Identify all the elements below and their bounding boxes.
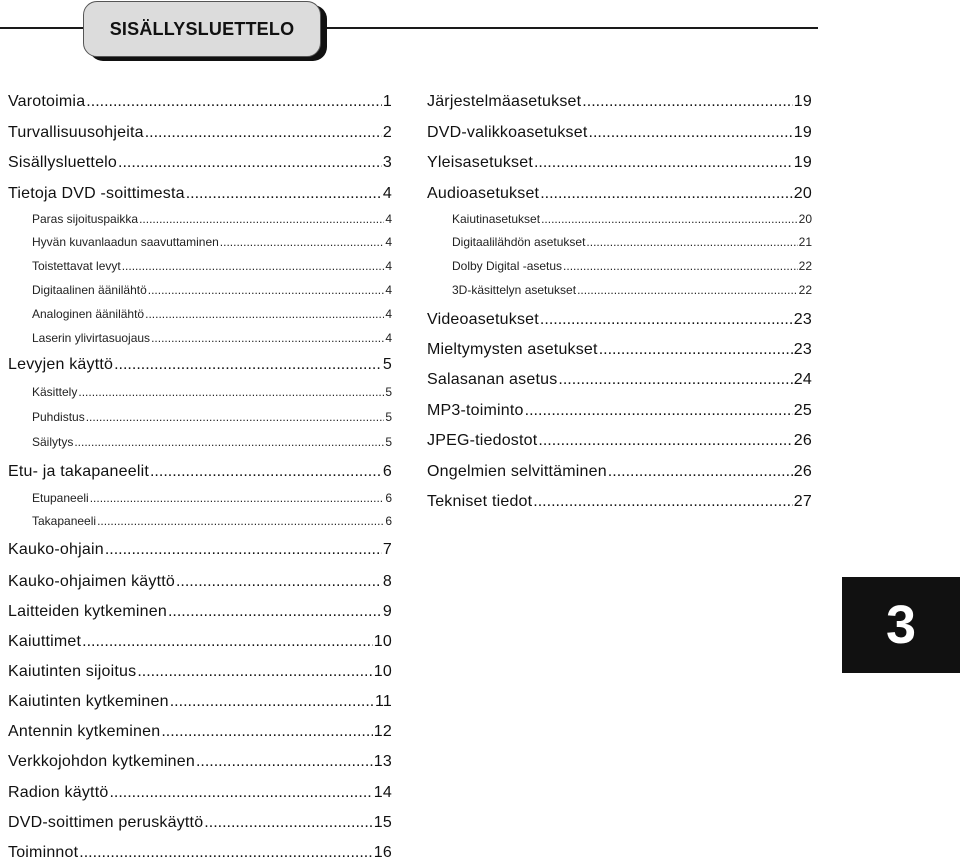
toc-leader-dots bbox=[86, 93, 382, 111]
toc-leader-dots bbox=[589, 124, 793, 142]
toc-entry-label: JPEG-tiedostot bbox=[427, 432, 538, 449]
toc-entry-label: Etu- ja takapaneelit bbox=[8, 463, 149, 480]
toc-leader-dots bbox=[150, 463, 382, 481]
toc-leader-dots bbox=[170, 693, 374, 711]
toc-entry-label: Antennin kytkeminen bbox=[8, 723, 161, 740]
toc-leader-dots bbox=[79, 844, 373, 862]
toc-entry-label: Videoasetukset bbox=[427, 311, 539, 328]
toc-entry bbox=[8, 603, 392, 621]
toc-entry bbox=[8, 331, 392, 345]
toc-entry-label: Kaiutinten kytkeminen bbox=[8, 693, 169, 710]
toc-entry-label: Säilytys bbox=[32, 435, 74, 449]
toc-entry-page: 26 bbox=[793, 463, 812, 480]
toc-entry-label: DVD-valikkoasetukset bbox=[427, 124, 588, 141]
toc-entry-label: Takapaneeli bbox=[32, 514, 97, 528]
toc-entry-page: 20 bbox=[793, 185, 812, 202]
page-title: SISÄLLYSLUETTELO bbox=[109, 18, 295, 39]
toc-entry bbox=[8, 212, 392, 226]
page-number: 3 bbox=[885, 595, 917, 655]
toc-leader-dots bbox=[168, 603, 382, 621]
toc-entry-label: Kauko-ohjaimen käyttö bbox=[8, 573, 175, 590]
toc-entry-label: Järjestelmäasetukset bbox=[427, 93, 582, 110]
toc-entry-page: 4 bbox=[385, 212, 392, 226]
toc-entry bbox=[8, 385, 392, 399]
toc-entry-page: 6 bbox=[382, 463, 392, 480]
toc-leader-dots bbox=[139, 212, 384, 226]
toc-entry bbox=[427, 432, 812, 450]
toc-entry-label: Kauko-ohjain bbox=[8, 541, 104, 558]
toc-leader-dots bbox=[145, 124, 382, 142]
toc-entry-page: 21 bbox=[798, 235, 812, 249]
toc-entry-page: 24 bbox=[793, 371, 812, 388]
toc-entry bbox=[8, 435, 392, 449]
toc-entry-page: 6 bbox=[385, 514, 392, 528]
toc-leader-dots bbox=[78, 385, 384, 399]
toc-leader-dots bbox=[577, 283, 798, 297]
toc-leader-dots bbox=[563, 259, 798, 273]
toc-entry-label: Sisällysluettelo bbox=[8, 154, 118, 171]
toc-entry bbox=[8, 784, 392, 802]
toc-entry bbox=[427, 124, 812, 142]
toc-entry-page: 5 bbox=[382, 356, 392, 373]
toc-entry-page: 6 bbox=[385, 491, 392, 505]
toc-entry-page: 4 bbox=[385, 331, 392, 345]
toc-entry-page: 4 bbox=[385, 283, 392, 297]
toc-entry-page: 8 bbox=[382, 573, 392, 590]
toc-entry-page: 22 bbox=[798, 283, 812, 297]
toc-entry-page: 4 bbox=[385, 307, 392, 321]
toc-entry-page: 3 bbox=[382, 154, 392, 171]
toc-entry bbox=[427, 402, 812, 420]
toc-entry-page: 27 bbox=[793, 493, 812, 510]
toc-entry bbox=[427, 259, 812, 273]
toc-entry bbox=[8, 356, 392, 374]
toc-entry-label: Turvallisuusohjeita bbox=[8, 124, 144, 141]
toc-leader-dots bbox=[151, 331, 384, 345]
toc-entry-page: 19 bbox=[793, 93, 812, 110]
toc-entry-label: MP3-toiminto bbox=[427, 402, 524, 419]
toc-entry-label: Verkkojohdon kytkeminen bbox=[8, 753, 195, 770]
toc-entry-page: 19 bbox=[793, 154, 812, 171]
toc-entry-page: 10 bbox=[373, 633, 392, 650]
toc-leader-dots bbox=[541, 212, 798, 226]
toc-entry-label: Etupaneeli bbox=[32, 491, 89, 505]
toc-entry-page: 10 bbox=[373, 663, 392, 680]
toc-entry bbox=[427, 212, 812, 226]
toc-entry-label: Ongelmien selvittäminen bbox=[427, 463, 607, 480]
toc-entry bbox=[427, 93, 812, 111]
toc-leader-dots bbox=[90, 491, 385, 505]
toc-entry-page: 15 bbox=[373, 814, 392, 831]
toc-leader-dots bbox=[97, 514, 384, 528]
toc-leader-dots bbox=[540, 185, 793, 203]
toc-entry-label: Dolby Digital -asetus bbox=[452, 259, 563, 273]
toc-entry-page: 11 bbox=[374, 693, 392, 710]
toc-leader-dots bbox=[558, 371, 792, 389]
toc-entry bbox=[8, 723, 392, 741]
title-box bbox=[83, 1, 321, 57]
toc-entry-page: 4 bbox=[385, 259, 392, 273]
toc-entry bbox=[8, 814, 392, 832]
toc-entry bbox=[8, 283, 392, 297]
toc-entry-page: 25 bbox=[793, 402, 812, 419]
toc-entry bbox=[8, 633, 392, 651]
toc-leader-dots bbox=[533, 493, 793, 511]
toc-entry bbox=[427, 235, 812, 249]
toc-leader-dots bbox=[582, 93, 793, 111]
toc-entry-label: Laserin ylivirtasuojaus bbox=[32, 331, 151, 345]
toc-entry bbox=[8, 259, 392, 273]
toc-entry-page: 1 bbox=[382, 93, 392, 110]
toc-leader-dots bbox=[82, 633, 373, 651]
toc-leader-dots bbox=[534, 154, 793, 172]
toc-entry-page: 20 bbox=[798, 212, 812, 226]
toc-entry-page: 23 bbox=[793, 341, 812, 358]
toc-entry-page: 16 bbox=[373, 844, 392, 861]
toc-leader-dots bbox=[196, 753, 373, 771]
toc-entry bbox=[8, 185, 392, 203]
toc-entry-label: Tekniset tiedot bbox=[427, 493, 533, 510]
toc-entry bbox=[427, 463, 812, 481]
toc-entry-label: Toiminnot bbox=[8, 844, 79, 861]
toc-entry-page: 14 bbox=[373, 784, 392, 801]
toc-entry-label: Audioasetukset bbox=[427, 185, 540, 202]
toc-entry bbox=[8, 573, 392, 591]
toc-entry-label: Digitaalinen äänilähtö bbox=[32, 283, 147, 297]
toc-leader-dots bbox=[161, 723, 372, 741]
toc-entry-label: Yleisasetukset bbox=[427, 154, 533, 171]
toc-entry-label: Laitteiden kytkeminen bbox=[8, 603, 167, 620]
toc-entry bbox=[427, 185, 812, 203]
toc-entry-label: Analoginen äänilähtö bbox=[32, 307, 145, 321]
page-number-badge bbox=[842, 577, 960, 673]
toc-entry-label: Radion käyttö bbox=[8, 784, 109, 801]
toc-entry-page: 4 bbox=[382, 185, 392, 202]
toc-entry bbox=[427, 371, 812, 389]
toc-entry-page: 19 bbox=[793, 124, 812, 141]
toc-entry-label: Varotoimia bbox=[8, 93, 86, 110]
toc-entry-page: 5 bbox=[385, 385, 392, 399]
toc-leader-dots bbox=[109, 784, 372, 802]
toc-entry bbox=[8, 541, 392, 559]
toc-leader-dots bbox=[137, 663, 372, 681]
toc-leader-dots bbox=[538, 432, 792, 450]
toc-leader-dots bbox=[145, 307, 384, 321]
toc-entry bbox=[427, 154, 812, 172]
toc-leader-dots bbox=[608, 463, 793, 481]
toc-leader-dots bbox=[86, 410, 385, 424]
toc-entry bbox=[427, 311, 812, 329]
toc-leader-dots bbox=[186, 185, 382, 203]
toc-entry-label: Levyjen käyttö bbox=[8, 356, 114, 373]
toc-entry bbox=[427, 341, 812, 359]
toc-entry-label: Paras sijoituspaikka bbox=[32, 212, 139, 226]
toc-leader-dots bbox=[204, 814, 373, 832]
toc-entry bbox=[427, 493, 812, 511]
toc-entry bbox=[8, 491, 392, 505]
toc-entry-label: Toistettavat levyt bbox=[32, 259, 121, 273]
toc-entry-label: Hyvän kuvanlaadun saavuttaminen bbox=[32, 235, 219, 249]
toc-entry-label: Salasanan asetus bbox=[427, 371, 558, 388]
toc-entry-page: 12 bbox=[373, 723, 392, 740]
toc-entry bbox=[8, 93, 392, 111]
toc-leader-dots bbox=[220, 235, 385, 249]
toc-entry-label: 3D-käsittelyn asetukset bbox=[452, 283, 577, 297]
toc-leader-dots bbox=[176, 573, 382, 591]
toc-entry-label: Puhdistus bbox=[32, 410, 85, 424]
toc-entry-page: 5 bbox=[385, 410, 392, 424]
toc-leader-dots bbox=[599, 341, 793, 359]
toc-entry-label: Tietoja DVD -soittimesta bbox=[8, 185, 185, 202]
toc-leader-dots bbox=[118, 154, 382, 172]
toc-entry-page: 22 bbox=[798, 259, 812, 273]
toc-leader-dots bbox=[122, 259, 385, 273]
toc-entry-page: 9 bbox=[382, 603, 392, 620]
toc-entry bbox=[427, 283, 812, 297]
toc-entry bbox=[8, 663, 392, 681]
toc-entry-label: Kaiuttimet bbox=[8, 633, 82, 650]
toc-leader-dots bbox=[525, 402, 793, 420]
toc-entry-page: 13 bbox=[373, 753, 392, 770]
toc-entry-page: 7 bbox=[382, 541, 392, 558]
toc-entry bbox=[8, 154, 392, 172]
toc-entry-page: 23 bbox=[793, 311, 812, 328]
toc-leader-dots bbox=[586, 235, 797, 249]
toc-entry bbox=[8, 410, 392, 424]
toc-leader-dots bbox=[105, 541, 382, 559]
toc-entry-label: Käsittely bbox=[32, 385, 78, 399]
toc-entry-label: Kaiutinasetukset bbox=[452, 212, 541, 226]
toc-entry bbox=[8, 463, 392, 481]
toc-entry bbox=[8, 844, 392, 862]
toc-entry bbox=[8, 124, 392, 142]
toc-entry bbox=[8, 307, 392, 321]
toc-entry bbox=[8, 235, 392, 249]
toc-leader-dots bbox=[148, 283, 385, 297]
toc-entry-page: 26 bbox=[793, 432, 812, 449]
toc-entry bbox=[8, 753, 392, 771]
toc-leader-dots bbox=[540, 311, 793, 329]
toc-entry-page: 4 bbox=[385, 235, 392, 249]
toc-leader-dots bbox=[74, 435, 384, 449]
toc-entry bbox=[8, 693, 392, 711]
toc-entry-page: 5 bbox=[385, 435, 392, 449]
toc-entry-label: DVD-soittimen peruskäyttö bbox=[8, 814, 204, 831]
toc-leader-dots bbox=[114, 356, 382, 374]
toc-entry-page: 2 bbox=[382, 124, 392, 141]
toc-entry-label: Digitaalilähdön asetukset bbox=[452, 235, 586, 249]
toc-entry-label: Mieltymysten asetukset bbox=[427, 341, 598, 358]
toc-entry bbox=[8, 514, 392, 528]
toc-entry-label: Kaiutinten sijoitus bbox=[8, 663, 137, 680]
